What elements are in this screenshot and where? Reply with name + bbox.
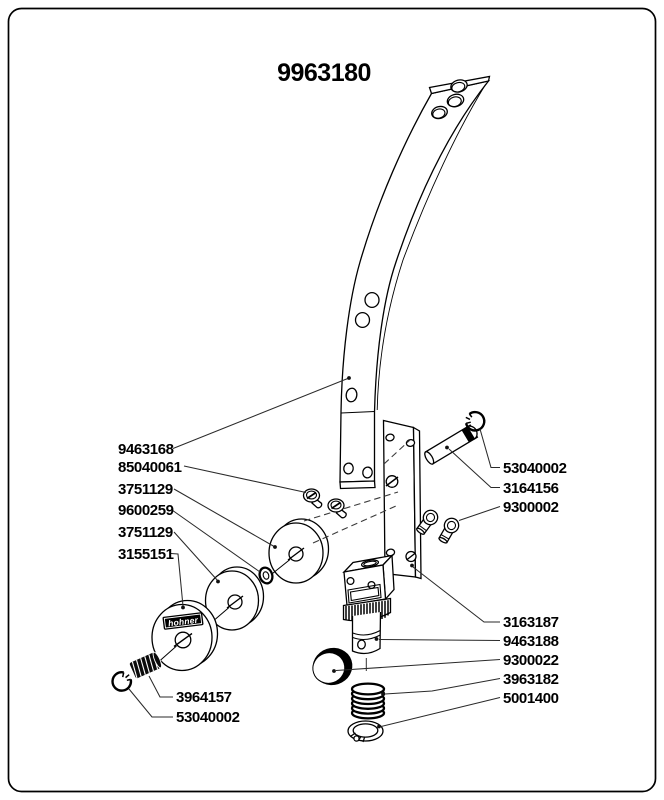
- clamp-ring: [348, 721, 383, 742]
- hohner-logo-text: hohner: [167, 614, 199, 629]
- mounting-plate: [384, 421, 422, 579]
- part-label-left-5: 3155151: [118, 546, 174, 563]
- part-label-right-6: 3963182: [503, 671, 559, 688]
- plate-screw: [406, 552, 416, 562]
- part-label-left-0: 9463168: [118, 441, 174, 458]
- part-label-right-1: 3164156: [503, 480, 559, 497]
- arm-hole: [356, 313, 370, 328]
- part-label-left-1: 85040061: [118, 459, 182, 476]
- lower-cylinder: [353, 612, 381, 653]
- arm-hole: [365, 293, 379, 308]
- part-label-left-7: 53040002: [176, 709, 240, 726]
- part-label-left-6: 3964157: [176, 689, 232, 706]
- part-label-right-4: 9463188: [503, 633, 559, 650]
- part-label-left-3: 9600259: [118, 502, 174, 519]
- part-label-right-7: 5001400: [503, 690, 559, 707]
- part-label-left-4: 3751129: [118, 524, 173, 541]
- part-label-right-3: 3163187: [503, 614, 559, 631]
- coil-spring: [352, 684, 384, 719]
- part-label-left-2: 3751129: [118, 481, 173, 498]
- part-label-right-5: 9300022: [503, 652, 559, 669]
- diagram-title: 9963180: [277, 59, 371, 87]
- part-label-right-2: 9300002: [503, 499, 559, 516]
- plate-screw: [386, 476, 398, 488]
- part-label-right-0: 53040002: [503, 460, 567, 477]
